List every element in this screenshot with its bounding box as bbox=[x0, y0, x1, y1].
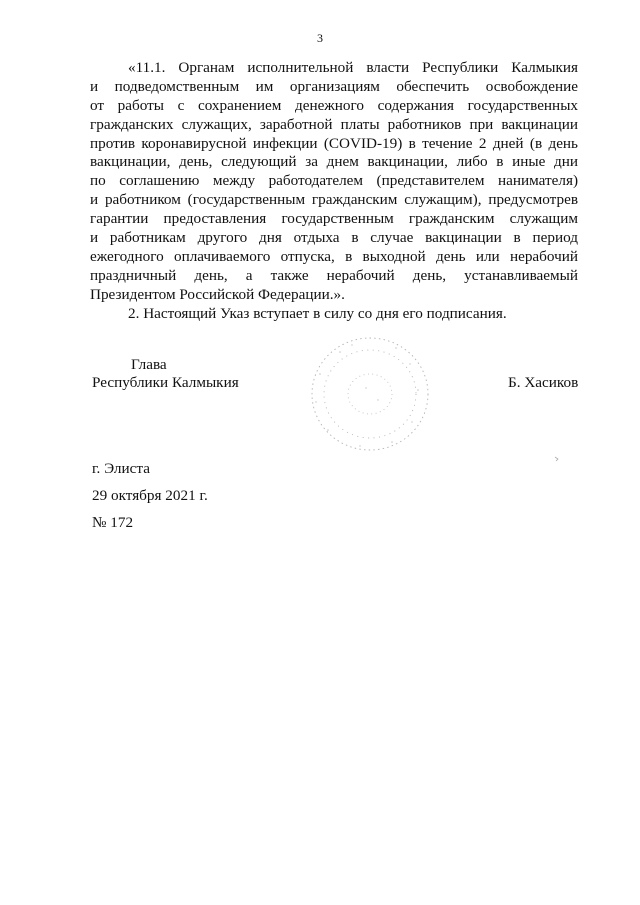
issue-date: 29 октября 2021 г. bbox=[92, 487, 208, 504]
paragraph-line: Президентом Российской Федерации.». bbox=[90, 285, 345, 303]
faded-seal-stamp bbox=[300, 330, 440, 458]
paragraph-line: от работы с сохранением денежного содержания государственных bbox=[90, 96, 578, 114]
paragraph-line: гражданских служащих, заработной платы работников при вакцинации bbox=[90, 115, 578, 133]
paragraph-line: и работником (государственным гражданским служащим), предусмотрев bbox=[90, 191, 578, 209]
paragraph-line: праздничный день, а также нерабочий день, устанавливаемый bbox=[90, 266, 578, 284]
paragraph-line: «11.1. Органам исполнительной власти Республики Калмыкия bbox=[128, 59, 578, 76]
paragraph-line: против коронавирусной инфекции (COVID-19) в течение 2 дней (в день bbox=[90, 134, 578, 152]
decree-body bbox=[90, 59, 578, 323]
paragraph-line: по соглашению между работодателем (представителем нанимателя) bbox=[90, 172, 578, 190]
paragraph-line: гарантии предоставления государственным гражданским служащим bbox=[90, 210, 578, 228]
page-number: 3 bbox=[317, 31, 323, 45]
issue-city: г. Элиста bbox=[92, 460, 150, 477]
signature-organization: Республики Калмыкия bbox=[92, 374, 239, 391]
signatory-name: Б. Хасиков bbox=[508, 374, 579, 391]
paragraph-line: и подведомственным им организациям обеспечить освобождение bbox=[90, 77, 578, 95]
paragraph-line: и работникам другого дня отдыха в случае вакцинации в период bbox=[90, 229, 578, 247]
effective-clause: 2. Настоящий Указ вступает в силу со дня его подписания. bbox=[128, 304, 507, 322]
paragraph-line: вакцинации, день, следующий за днем вакцинации, либо в иные дни bbox=[90, 153, 578, 171]
paragraph-line: ежегодного оплачиваемого отпуска, в выходной день или нерабочий bbox=[90, 247, 578, 265]
decree-number: № 172 bbox=[92, 514, 134, 531]
signature-title: Глава bbox=[131, 356, 167, 373]
scan-mark bbox=[554, 456, 560, 462]
